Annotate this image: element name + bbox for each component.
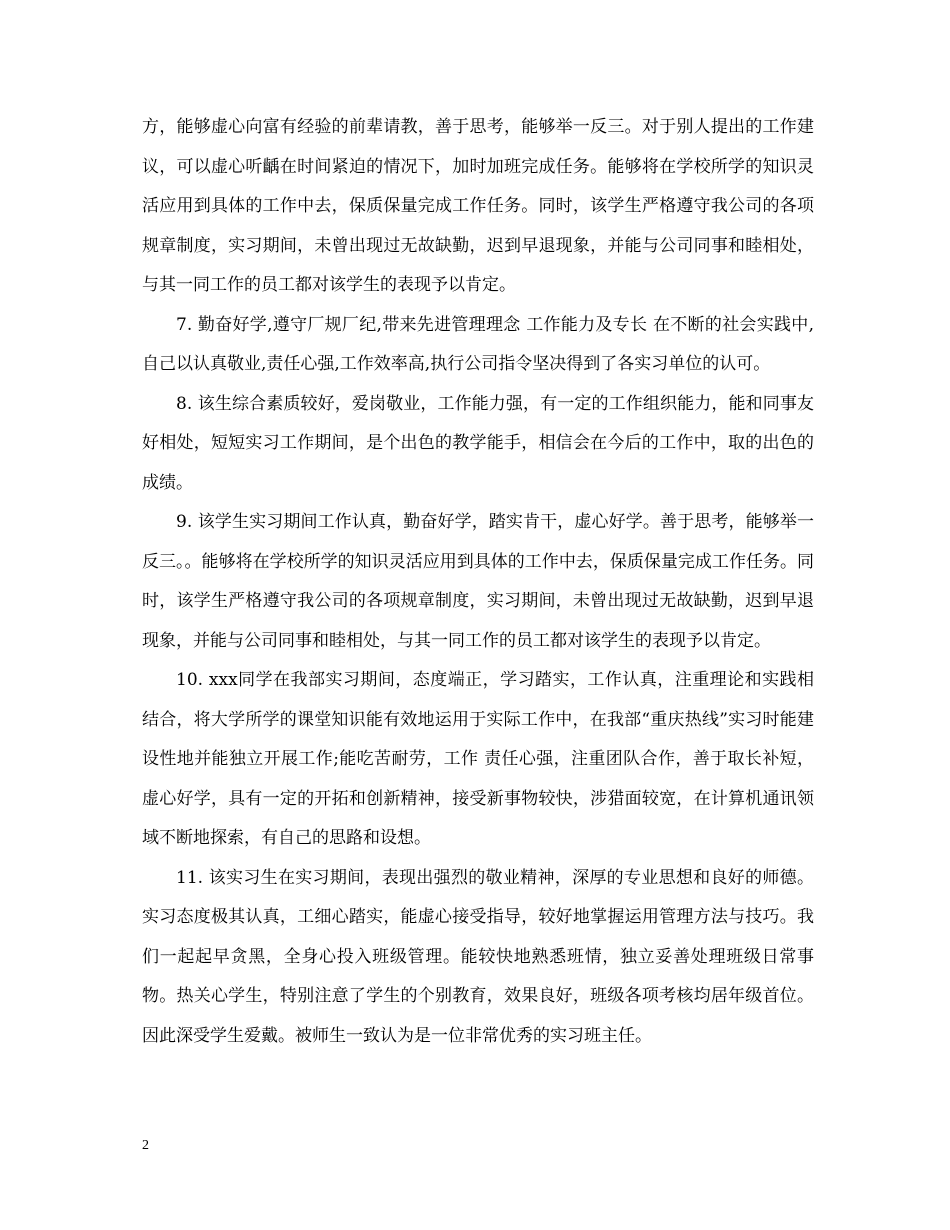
page-number: 2: [142, 1138, 149, 1153]
paragraph-item-9: 9. 该学生实习期间工作认真，勤奋好学，踏实肯干，虚心好学。善于思考，能够举一反三。。能够将在学校所学的知识灵活应用到具体的工作中去，保质保量完成工作任务。同时，该学生严格遵守我公司的各项规章制度，实习期间，未曾出现过无故缺勤，迟到早退现象，并能与公司同事和睦相处，与其一同工作的员工都对该学生的表现予以肯定。: [142, 512, 814, 651]
paragraph-item-10: 10. xxx同学在我部实习期间，态度端正，学习踏实，工作认真，注重理论和实践相结合，将大学所学的课堂知识能有效地运用于实际工作中，在我部“重庆热线”实习时能建设性地并能独立开展工作;能吃苦耐劳，工作 责任心强，注重团队合作，善于取长补短，虚心好学，具有一定的开拓和创新精神，接受新事物较快，涉猎面较宽，在计算机通讯领域不断地探索，有自己的思路和设想。: [142, 670, 814, 848]
paragraph-item-7: 7. 勤奋好学,遵守厂规厂纪,带来先进管理理念 工作能力及专长 在不断的社会实践中,自己以认真敬业,责任心强,工作效率高,执行公司指令坚决得到了各实习单位的认可。: [142, 314, 814, 374]
paragraph-item-11: 11. 该实习生在实习期间，表现出强烈的敬业精神，深厚的专业思想和良好的师德。实习态度极其认真，工细心踏实，能虚心接受指导，较好地掌握运用管理方法与技巧。我们一起起早贪黑，全身心投入班级管理。能较快地熟悉班情，独立妥善处理班级日常事物。热关心学生，特别注意了学生的个别教育，效果良好，班级各项考核均居年级首位。因此深受学生爱戴。被师生一致认为是一位非常优秀的实习班主任。: [142, 867, 814, 1046]
paragraph-item-8: 8. 该生综合素质较好，爱岗敬业，工作能力强，有一定的工作组织能力，能和同事友好相处，短短实习工作期间，是个出色的教学能手，相信会在今后的工作中，取的出色的成绩。: [142, 393, 814, 493]
document-body: [142, 108, 814, 1056]
paragraph-continuation: 方，能够虚心向富有经验的前辈请教，善于思考，能够举一反三。对于别人提出的工作建议，可以虚心听齲在时间紧迫的情况下，加时加班完成任务。能够将在学校所学的知识灵活应用到具体的工作中去，保质保量完成工作任务。同时，该学生严格遵守我公司的各项规章制度，实习期间，未曾出现过无故缺勤，迟到早退现象，并能与公司同事和睦相处，与其一同工作的员工都对该学生的表现予以肯定。: [142, 117, 814, 295]
